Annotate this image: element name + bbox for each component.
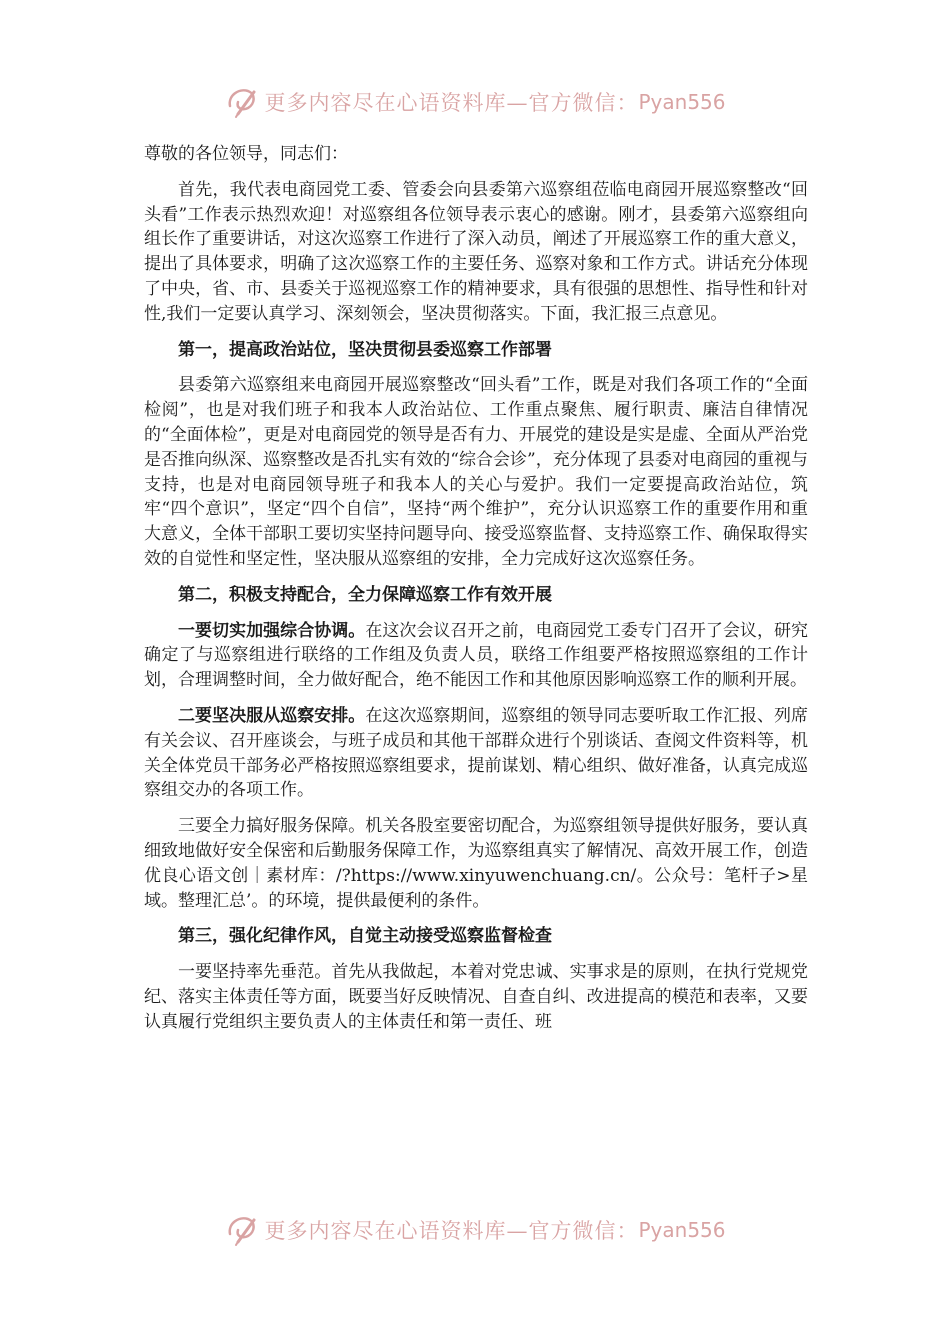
- section-2-item-3: [144, 814, 808, 913]
- banner-text: 更多内容尽在心语资料库—官方微信：: [264, 1219, 639, 1243]
- section-2-item-2-lead: 二要坚决服从巡察安排。: [178, 705, 366, 726]
- section-2-item-3-text-b: www.xinyuwenchuang.cn/。公众号：笔杆子>星域。整理汇总’。的环境，提供最便利的条件。: [144, 865, 809, 911]
- section-3-item-1: 一要坚持率先垂范。首先从我做起，本着对党忠诚、实事求是的原则，在执行党规党纪、落实主体责任等方面，既要当好反映情况、自查自纠、改进提高的模范和表率，又要认真履行党组织主要负责人的主体责任和第一责任、班: [144, 962, 808, 1032]
- section-2-item-2-body: 在这次巡察期间，巡察组的领导同志要听取工作汇报、列席有关会议、召开座谈会，与班子成员和其他干部群众进行个别谈话、查阅文件资料等，机关全体党员干部务必严格按照巡察组要求，提前谋划、精心组织、做好准备，认真完成巡察组交办的各项工作。: [144, 705, 809, 801]
- section-2-item-3-text-a: 三要全力搞好服务保障。机关各股室要密切配合，为巡察组领导提供好服务，要认真细致地做好安全保密和后勤服务保障工作，为巡察组真实了解情况、高效开展工作，创造优良心语文创｜素材库：/?https://: [144, 816, 808, 886]
- pen-swirl-logo-icon: [224, 1212, 260, 1248]
- section-3-heading: 第三，强化纪律作风，自觉主动接受巡察监督检查: [178, 926, 552, 947]
- section-2-heading: 第二，积极支持配合，全力保障巡察工作有效开展: [178, 584, 552, 605]
- salutation: 尊敬的各位领导，同志们：: [144, 144, 348, 164]
- document-body: [144, 142, 808, 1046]
- banner-wechat-id: Pyan556: [638, 90, 726, 114]
- banner-wechat-id: Pyan556: [638, 1218, 726, 1242]
- banner-text: 更多内容尽在心语资料库—官方微信：: [264, 91, 639, 115]
- section-2-item-1-lead: 一要切实加强综合协调。: [178, 620, 366, 641]
- pen-swirl-logo-icon: [224, 84, 260, 120]
- section-2-item-2: [144, 704, 808, 803]
- section-1-paragraph: 县委第六巡察组来电商园开展巡察整改“回头看”工作，既是对我们各项工作的“全面检阅”，也是对我们班子和我本人政治站位、工作重点聚焦、履行职责、廉洁自律情况的“全面体检”，更是对电商园党的领导是否有力、开展党的建设是实是虚、全面从严治党是否推向纵深、巡察整改是否扎实有效的“综合会诊”，充分体现了县委对电商园的重视与支持，也是对电商园领导班子和我本人的关心与爱护。我们一定要提高政治站位，筑牢“四个意识”，坚定“四个自信”，坚持“两个维护”，充分认识巡察工作的重要作用和重大意义，全体干部职工要切实坚持问题导向、接受巡察监督、支持巡察工作、确保取得实效的自觉性和坚定性，坚决服从巡察组的安排，全力完成好这次巡察任务。: [144, 375, 808, 569]
- header-watermark-banner: [0, 82, 950, 122]
- section-2-item-1-body: 在这次会议召开之前，电商园党工委专门召开了会议，研究确定了与巡察组进行联络的工作组及负责人员，联络工作组要严格按照巡察组的工作计划，合理调整时间，全力做好配合，绝不能因工作和其他原因影响巡察工作的顺利开展。: [144, 620, 809, 691]
- footer-watermark-banner: [0, 1210, 950, 1250]
- section-1-heading: 第一，提高政治站位，坚决贯彻县委巡察工作部署: [178, 339, 552, 360]
- intro-paragraph: 首先，我代表电商园党工委、管委会向县委第六巡察组莅临电商园开展巡察整改“回头看”工作表示热烈欢迎！对巡察组各位领导表示衷心的感谢。刚才，县委第六巡察组向组长作了重要讲话，对这次巡察工作进行了深入动员，阐述了开展巡察工作的重大意义，提出了具体要求，明确了这次巡察工作的主要任务、巡察对象和工作方式。讲话充分体现了中央，省、市、县委关于巡视巡察工作的精神要求，具有很强的思想性、指导性和针对性,我们一定要认真学习、深刻领会，坚决贯彻落实。下面，我汇报三点意见。: [144, 179, 808, 324]
- section-2-item-1: [144, 619, 808, 693]
